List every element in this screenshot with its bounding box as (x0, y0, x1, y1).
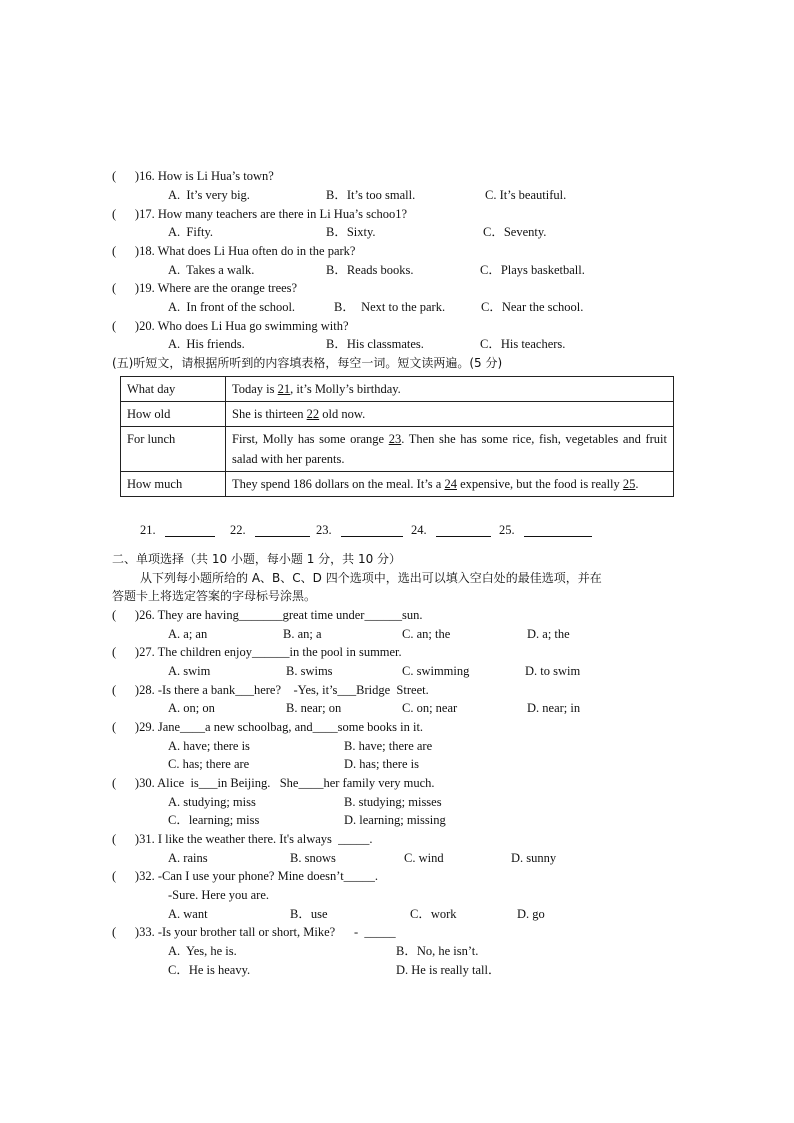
table-row (121, 427, 674, 472)
row-content: They spend 186 dollars on the meal. It’s a 24 expensive, but the food is really 25. (226, 472, 674, 497)
option-b: B． Next to the park. (334, 300, 446, 314)
option-a: A. studying; miss (168, 795, 256, 809)
section-5-heading: (五)听短文，请根据所听到的内容填表格，每空一词。短文读两遍。(5 分) (112, 356, 503, 370)
option-a: A. want (168, 907, 208, 921)
blank-21: 21 (277, 382, 291, 396)
option-b: B．use (290, 907, 328, 921)
option-a: A. Yes, he is. (168, 944, 237, 958)
row-label: For lunch (121, 427, 226, 472)
option-b: B. studying; misses (344, 795, 442, 809)
option-a: A. Fifty. (168, 225, 214, 239)
option-b: B. near; on (286, 701, 342, 715)
section-2-heading: 二、单项选择（共 10 小题，每小题 1 分，共 10 分） (112, 552, 402, 566)
question-31: ( )31. I like the weather there. It's always _____. (112, 832, 373, 846)
answer-label-24: 24. (411, 523, 427, 537)
option-a: A. Takes a walk. (168, 263, 255, 277)
option-a: A. rains (168, 851, 208, 865)
table-row (121, 472, 674, 497)
option-c: C．learning; miss (168, 813, 260, 827)
question-27: ( )27. The children enjoy______in the pool in summer. (112, 645, 402, 659)
option-c: C. wind (404, 851, 444, 865)
question-32: ( )32. -Can I use your phone? Mine doesn’t_____. (112, 869, 379, 883)
question-30: ( )30. Alice is___in Beijing. She____her family very much. (112, 776, 435, 790)
question-26: ( )26. They are having_______great time under______sun. (112, 608, 423, 622)
answer-label-23: 23. (316, 523, 332, 537)
question-18: ( )18. What does Li Hua often do in the park? (112, 244, 356, 258)
option-c: C. has; there are (168, 757, 250, 771)
answer-blank-23[interactable] (341, 524, 403, 537)
option-b: B．Sixty. (326, 225, 376, 239)
question-28: ( )28. -Is there a bank___here? -Yes, it’s___Bridge Street. (112, 683, 429, 697)
option-d: D. sunny (511, 851, 557, 865)
option-c: C．work (410, 907, 457, 921)
question-33: ( )33. -Is your brother tall or short, Mike? - _____ (112, 925, 396, 939)
option-a: A. In front of the school. (168, 300, 296, 314)
option-b: B．Reads books. (326, 263, 414, 277)
option-d: D. a; the (527, 627, 570, 641)
option-d: D. near; in (527, 701, 581, 715)
option-a: A. have; there is (168, 739, 250, 753)
answer-label-22: 22. (230, 523, 246, 537)
option-a: A. swim (168, 664, 211, 678)
answer-blank-22[interactable] (255, 524, 310, 537)
question-20: ( )20. Who does Li Hua go swimming with? (112, 319, 349, 333)
answer-blank-25[interactable] (524, 524, 592, 537)
option-a: A. His friends. (168, 337, 245, 351)
option-c: C．Near the school. (481, 300, 584, 314)
question-16: ( )16. How is Li Hua’s town? (112, 169, 274, 183)
blank-22: 22 (306, 407, 320, 421)
option-c: C. on; near (402, 701, 458, 715)
option-c: C．Seventy. (483, 225, 547, 239)
row-label: How much (121, 472, 226, 497)
row-content: Today is 21, it’s Molly’s birthday. (226, 377, 674, 402)
blank-23: 23 (388, 432, 402, 446)
option-d: D. has; there is (344, 757, 419, 771)
option-b: B．No, he isn’t. (396, 944, 479, 958)
option-d: D. learning; missing (344, 813, 446, 827)
option-c: C．He is heavy. (168, 963, 251, 977)
table-row (121, 402, 674, 427)
option-d: D. He is really tall． (396, 963, 501, 977)
table-row (121, 377, 674, 402)
option-c: C．Plays basketball. (480, 263, 585, 277)
option-d: D. to swim (525, 664, 581, 678)
option-b: B．His classmates. (326, 337, 424, 351)
option-c: C. an; the (402, 627, 451, 641)
section-2-instruction-cont: 答题卡上将选定答案的字母标号涂黑。 (112, 589, 317, 603)
question-29: ( )29. Jane____a new schoolbag, and____some books in it. (112, 720, 424, 734)
row-label: How old (121, 402, 226, 427)
option-c: C．His teachers. (480, 337, 566, 351)
option-b: B. have; there are (344, 739, 433, 753)
answer-blank-24[interactable] (436, 524, 491, 537)
row-content: She is thirteen 22 old now. (226, 402, 674, 427)
row-label: What day (121, 377, 226, 402)
option-b: B. swims (286, 664, 333, 678)
answer-blank-21[interactable] (165, 524, 215, 537)
fill-in-table (120, 376, 674, 497)
question-17: ( )17. How many teachers are there in Li Hua’s schoo1? (112, 207, 408, 221)
option-a: A. a; an (168, 627, 208, 641)
question-19: ( )19. Where are the orange trees? (112, 281, 298, 295)
blank-25: 25 (622, 477, 636, 491)
blank-24: 24 (444, 477, 457, 491)
option-d: D. go (517, 907, 545, 921)
section-2-instruction: 从下列每小题所给的 A、B、C、D 四个选项中，选出可以填入空白处的最佳选项，并在 (140, 571, 602, 585)
question-32-reply: -Sure. Here you are. (168, 888, 269, 902)
row-content: First, Molly has some orange 23. Then she has some rice, fish, vegetables and fruit salad with her parents. (226, 427, 674, 472)
option-b: B. an; a (283, 627, 322, 641)
option-c: C. swimming (402, 664, 470, 678)
option-b: B．It’s too small. (326, 188, 416, 202)
option-a: A. It’s very big. (168, 188, 250, 202)
answer-label-25: 25. (499, 523, 515, 537)
option-c: C. It’s beautiful. (485, 188, 567, 202)
option-a: A. on; on (168, 701, 215, 715)
answer-label-21: 21. (140, 523, 156, 537)
option-b: B. snows (290, 851, 336, 865)
